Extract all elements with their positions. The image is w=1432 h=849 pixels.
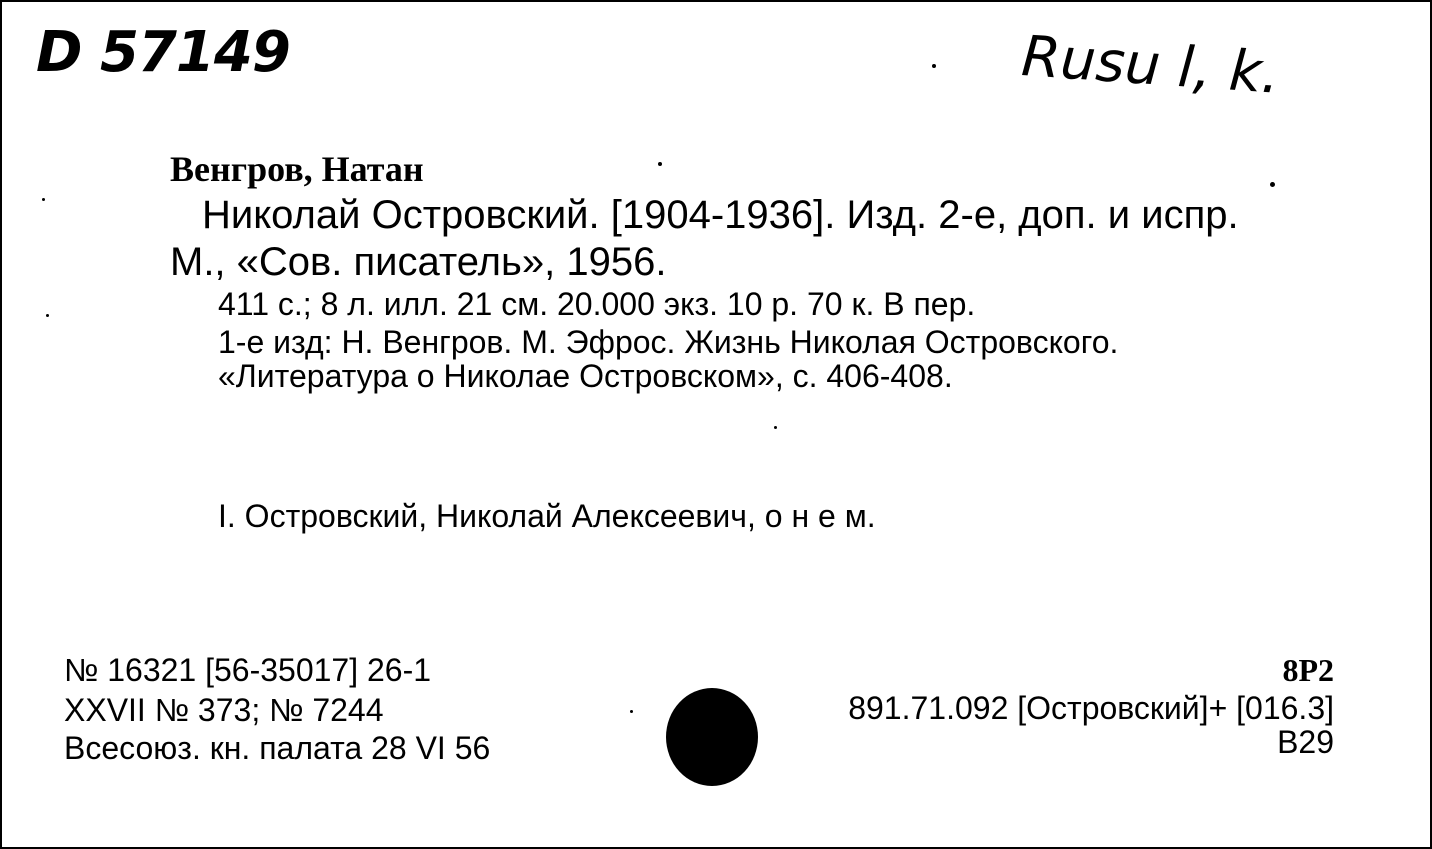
speck [774, 426, 777, 429]
punch-hole [666, 688, 758, 786]
author-heading: Венгров, Натан [170, 149, 424, 189]
author-mark: В29 [1277, 724, 1334, 760]
handwritten-annotation: Rusu l, k. [1019, 24, 1282, 107]
speck [46, 314, 49, 317]
bibliography-note: «Литература о Николае Островском», с. 406-408. [218, 358, 953, 394]
subject-entry: I. Островский, Николай Алексеевич, о н е м. [218, 498, 876, 534]
speck [1270, 182, 1275, 187]
title-line-1: Николай Островский. [1904-1936]. Изд. 2-е, доп. и испр. [202, 193, 1239, 237]
footer-left-line-2: XXVII № 373; № 7244 [64, 692, 384, 728]
footer-left-line-3: Всесоюз. кн. палата 28 VI 56 [64, 730, 491, 766]
udc-number: 891.71.092 [Островский]+ [016.3] [848, 690, 1334, 726]
speck [658, 162, 662, 166]
speck [630, 710, 633, 713]
call-number: D 57149 [36, 20, 290, 85]
speck [42, 198, 45, 201]
edition-note: 1-е изд: Н. Венгров. М. Эфрос. Жизнь Николая Островского. [218, 324, 1119, 360]
footer-left-line-1: № 16321 [56-35017] 26-1 [64, 652, 432, 688]
classification-code: 8P2 [1282, 652, 1334, 688]
speck [932, 64, 936, 68]
collation-line: 411 с.; 8 л. илл. 21 см. 20.000 экз. 10 р. 70 к. В пер. [218, 286, 976, 322]
imprint-line: М., «Сов. писатель», 1956. [170, 240, 667, 284]
